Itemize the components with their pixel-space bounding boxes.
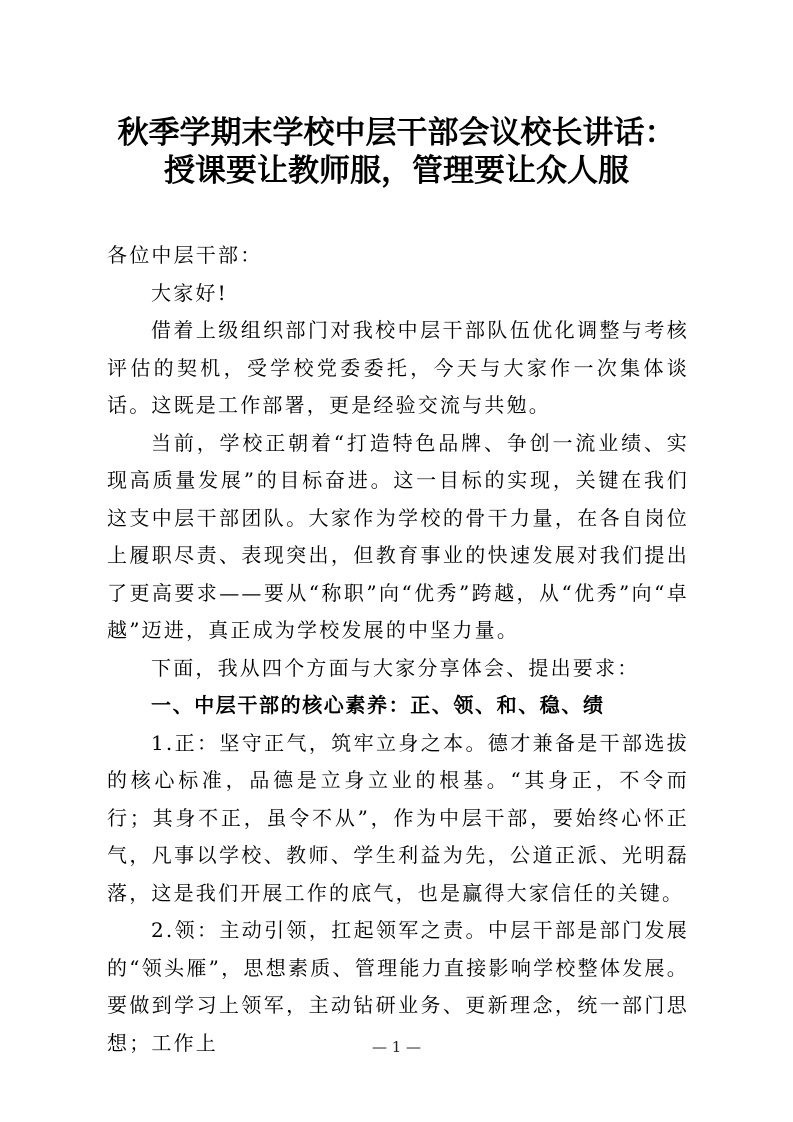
paragraph-intro: 借着上级组织部门对我校中层干部队伍优化调整与考核评估的契机，受学校党委委托，今天与大家作一次集体谈话。这既是工作部署，更是经验交流与共勉。: [107, 318, 689, 417]
document-body: [107, 237, 689, 1062]
section-paragraph-1: 1.正：坚守正气，筑牢立身之本。德才兼备是干部选拔的核心标准，品德是立身立业的根基。“其身正，不令而行；其身不正，虽令不从”，作为中层干部，要始终心怀正气，凡事以学校、教师、学生利益为先，公道正派、光明磊落，这是我们开展工作的底气，也是赢得大家信任的关键。: [107, 730, 689, 905]
page-number: — 1 —: [371, 1038, 422, 1056]
paragraph-overview: 下面，我从四个方面与大家分享体会、提出要求：: [151, 655, 640, 680]
title-line-1: 秋季学期末学校中层干部会议校长讲话：: [117, 115, 676, 151]
document-title: [60, 114, 733, 190]
greeting: 大家好!: [151, 280, 228, 305]
title-line-2: 授课要让教师服，管理要让众人服: [164, 153, 629, 189]
salutation: 各位中层干部：: [107, 243, 263, 267]
section-heading: 一、中层干部的核心素养：正、领、和、稳、绩: [151, 693, 605, 717]
paragraph-goal: 当前，学校正朝着“打造特色品牌、争创一流业绩、实现高质量发展”的目标奋进。这一目标的实现，关键在我们这支中层干部团队。大家作为学校的骨干力量，在各自岗位上履职尽责、表现突出，但教育事业的快速发展对我们提出了更高要求——要从“称职”向“优秀”跨越，从“优秀”向“卓越”迈进，真正成为学校发展的中坚力量。: [107, 430, 689, 642]
section-paragraph-2: 2.领：主动引领，扛起领军之责。中层干部是部门发展的“领头雁”，思想素质、管理能力直接影响学校整体发展。要做到学习上领军，主动钻研业务、更新理念，统一部门思想；工作上: [107, 918, 689, 1055]
